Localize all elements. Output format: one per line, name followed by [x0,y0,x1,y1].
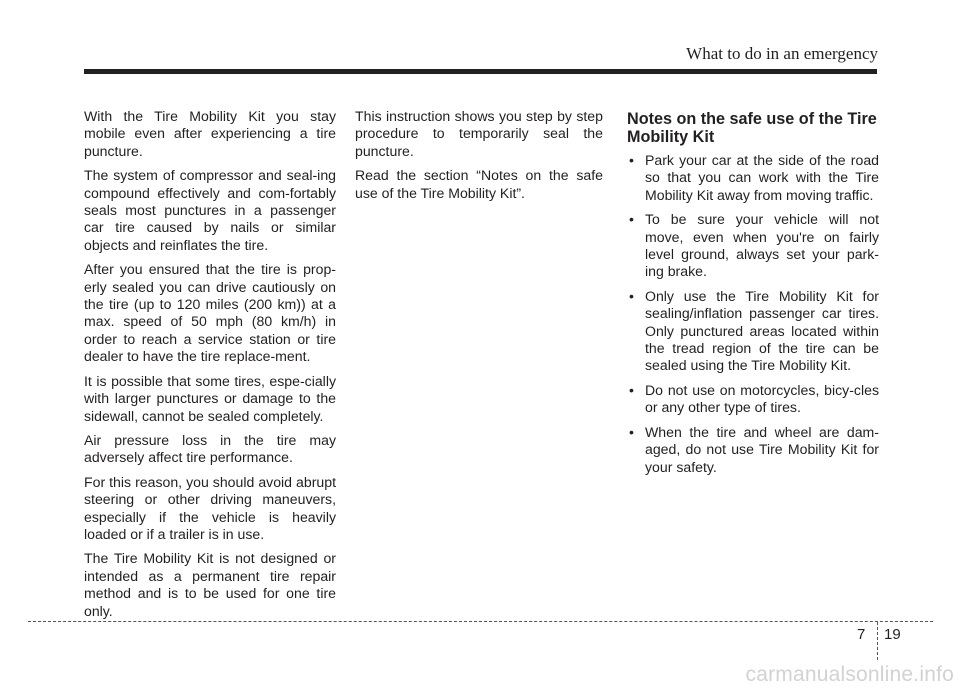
paragraph: The system of compressor and seal-ing compound effectively and com-fortably seals most punctures in a passenger car tire caused by nails or similar objects and reinflates the tire. [84,167,336,253]
notes-section-title: Notes on the safe use of the Tire Mobility Kit [627,110,877,146]
footer-divider [877,622,878,660]
paragraph: It is possible that some tires, espe-cially with larger punctures or damage to the sidewall, cannot be sealed completely. [84,372,336,424]
paragraph: After you ensured that the tire is prop-erly sealed you can drive cautiously on the tire (up to 120 miles (200 km)) at a max. speed of 50 mph (80 km/h) in order to reach a service station or tire dealer to have the tire replace-ment. [84,261,336,365]
paragraph: Read the section “Notes on the safe use of the Tire Mobility Kit”. [355,167,603,201]
bullet-icon: • [629,152,634,168]
list-item [627,211,879,281]
list-item [627,288,879,375]
list-item-text: Park your car at the side of the road so that you can work with the Tire Mobility Kit away from moving traffic. [645,152,879,203]
list-item [627,424,879,476]
column-2 [355,108,603,209]
section-header-title: What to do in an emergency [686,44,878,63]
bullet-icon: • [629,287,634,304]
header-rule [84,69,877,74]
notes-list [627,152,879,476]
list-item [627,382,879,417]
list-item-text: To be sure your vehicle will not move, even when you're on fairly level ground, always set your park-ing brake. [645,211,879,280]
watermark: carmanualsonline.info [745,663,954,686]
paragraph: With the Tire Mobility Kit you stay mobile even after experiencing a tire puncture. [84,108,336,159]
list-item-text: Only use the Tire Mobility Kit for sealing/inflation passenger car tires. Only punctured areas located within the tread region of the tire can be sealed using the Tire Mobility Kit. [645,287,879,374]
page-number: 19 [884,626,901,643]
list-item [627,152,879,204]
paragraph: This instruction shows you step by step procedure to temporarily seal the puncture. [355,108,603,159]
column-3 [627,110,879,483]
column-1 [84,108,336,627]
chapter-number: 7 [857,626,866,643]
bullet-icon: • [629,423,634,440]
paragraph: For this reason, you should avoid abrupt steering or other driving maneuvers, especially if the vehicle is heavily loaded or if a trailer is in use. [84,473,336,542]
footer-rule [28,621,933,622]
paragraph: The Tire Mobility Kit is not designed or intended as a permanent tire repair method and is to be used for one tire only. [84,550,336,619]
bullet-icon: • [629,211,634,228]
paragraph: Air pressure loss in the tire may adversely affect tire performance. [84,431,336,466]
bullet-icon: • [629,381,634,398]
list-item-text: Do not use on motorcycles, bicy-cles or any other type of tires. [645,381,879,416]
list-item-text: When the tire and wheel are dam-aged, do not use Tire Mobility Kit for your safety. [645,423,879,475]
